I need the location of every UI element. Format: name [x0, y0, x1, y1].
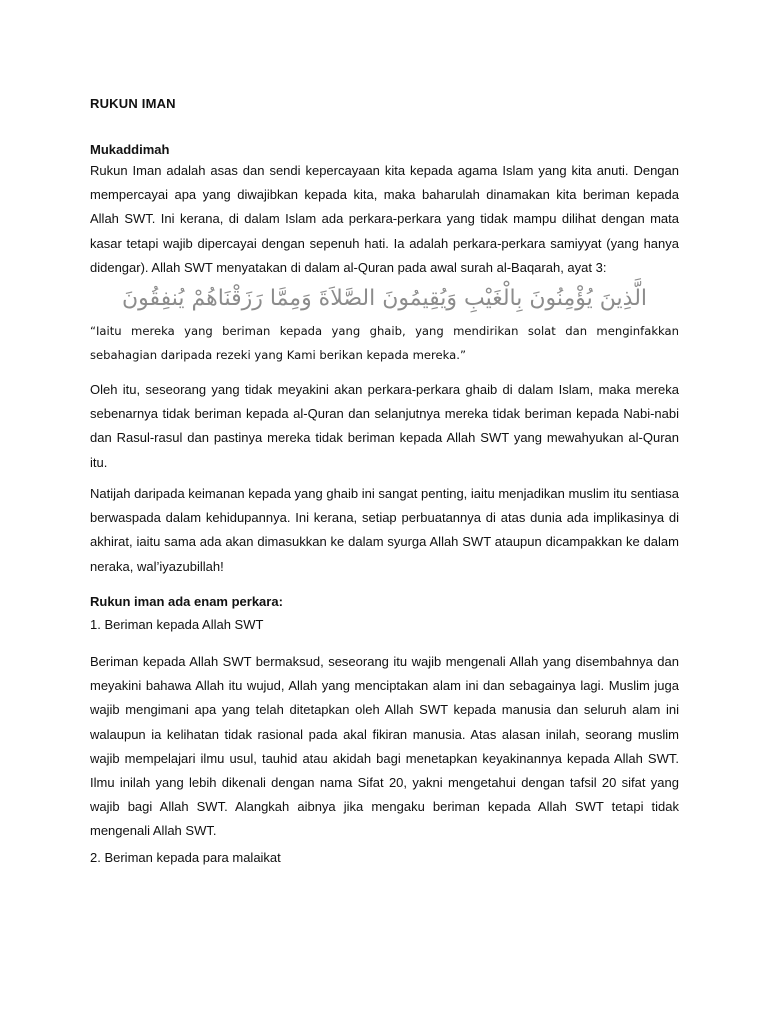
pillars-heading: Rukun iman ada enam perkara: [90, 594, 283, 609]
pillar-item-2: 2. Beriman kepada para malaikat [90, 850, 281, 865]
paragraph-3: Natijah daripada keimanan kepada yang ghaib ini sangat penting, iaitu menjadikan muslim itu sentiasa berwaspada dalam kehidupannya. Ini kerana, setiap perbuatannya di atas dunia ada implikasinya di akhirat, iaitu sama ada akan dimasukkan ke dalam syurga Allah SWT ataupun dicampakkan ke dalam neraka, wal’iyazubillah! [90, 486, 679, 574]
intro-heading: Mukaddimah [90, 142, 170, 157]
pillar-item-1: 1. Beriman kepada Allah SWT [90, 617, 264, 632]
pillar-1-paragraph: Beriman kepada Allah SWT bermaksud, seseorang itu wajib mengenali Allah yang disembahnya dan meyakini bahawa Allah itu wujud, Allah yang menciptakan alam ini dan sebagainya lagi. Muslim juga wajib mengimani apa yang telah ditetapkan oleh Allah SWT kepada manusia dan seluruh alam ini walaupun ia kelihatan tidak rasional pada akal fikiran manusia. Atas alasan inilah, seorang muslim wajib mempelajari ilmu usul, tauhid atau akidah bagi menetapkan keyakinannya kepada Allah SWT. Ilmu inilah yang lebih dikenali dengan nama Sifat 20, yakni mengetahui dengan tafsil 20 sifat yang wajib bagi Allah SWT. Alangkah aibnya jika mengaku beriman kepada Allah SWT tetapi tidak mengenali Allah SWT. [90, 654, 679, 839]
paragraph-unseen-belief [90, 378, 679, 475]
intro-paragraph: Rukun Iman adalah asas dan sendi kepercayaan kita kepada agama Islam yang kita anuti. Dengan mempercayai apa yang diwajibkan kepada kita, maka baharulah dinamakan kita beriman kepada Allah SWT. Ini kerana, di dalam Islam ada perkara-perkara yang tidak mampu dilihat dengan mata kasar tetapi wajib dipercayai dengan sepenuh hati. Ia adalah perkara-perkara samiyyat (yang hanya didengar). Allah SWT menyatakan di dalam al-Quran pada awal surah al-Baqarah, ayat 3: [90, 163, 679, 275]
pillar-1-description [90, 650, 679, 844]
intro-section [90, 142, 679, 280]
document-title: RUKUN IMAN [90, 96, 176, 111]
quran-verse-arabic: الَّذِينَ يُؤْمِنُونَ بِالْغَيْبِ وَيُقِيمُونَ الصَّلاَةَ وَمِمَّا رَزَقْنَاهُمْ يُنفِقُونَ [121, 286, 648, 311]
pillars-section [90, 594, 679, 633]
quran-verse-translation: “Iaitu mereka yang beriman kepada yang ghaib, yang mendirikan solat dan menginfakkan sebahagian daripada rezeki yang Kami berikan kepada mereka.” [90, 324, 679, 363]
pillar-2-section [90, 850, 679, 866]
paragraph-2: Oleh itu, seseorang yang tidak meyakini akan perkara-perkara ghaib di dalam Islam, maka mereka sebenarnya tidak beriman kepada al-Quran dan selanjutnya mereka tidak beriman kepada Nabi-nabi dan Rasul-rasul dan pastinya mereka tidak beriman kepada Allah SWT yang mewahyukan al-Quran itu. [90, 382, 679, 470]
paragraph-consequence [90, 482, 679, 579]
